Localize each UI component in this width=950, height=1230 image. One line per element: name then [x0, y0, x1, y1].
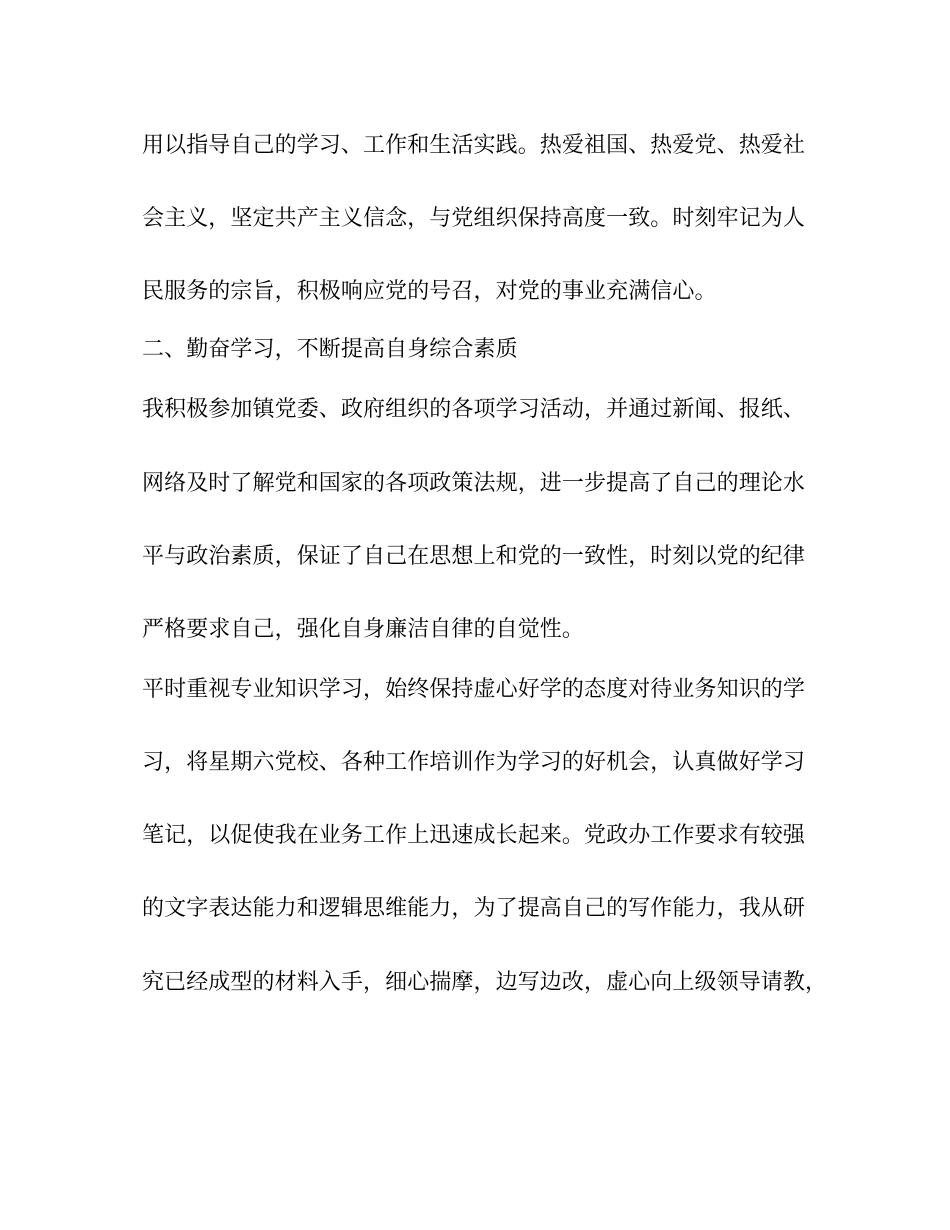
text-line: 平时重视专业知识学习，始终保持虚心好学的态度对待业务知识的学	[142, 677, 806, 702]
text-line: 究已经成型的材料入手，细心揣摩，边写边改，虚心向上级领导请教，	[142, 970, 828, 995]
text-line: 习，将星期六党校、各种工作培训作为学习的好机会，认真做好学习	[142, 750, 806, 775]
text-line: 网络及时了解党和国家的各项政策法规，进一步提高了自己的理论水	[142, 471, 806, 496]
text-line: 的文字表达能力和逻辑思维能力，为了提高自己的写作能力，我从研	[142, 896, 806, 921]
text-line: 我积极参加镇党委、政府组织的各项学习活动，并通过新闻、报纸、	[142, 397, 806, 422]
text-line: 会主义，坚定共产主义信念，与党组织保持高度一致。时刻牢记为人	[142, 206, 806, 231]
section-heading: 二、勤奋学习，不断提高自身综合素质	[142, 337, 518, 362]
text-line: 笔记，以促使我在业务工作上迅速成长起来。党政办工作要求有较强	[142, 823, 806, 848]
text-line: 民服务的宗旨，积极响应党的号召，对党的事业充满信心。	[142, 279, 717, 304]
text-line: 严格要求自己，强化自身廉洁自律的自觉性。	[142, 617, 585, 642]
text-line: 用以指导自己的学习、工作和生活实践。热爱祖国、热爱党、热爱社	[142, 133, 806, 158]
text-line: 平与政治素质，保证了自己在思想上和党的一致性，时刻以党的纪律	[142, 544, 806, 569]
